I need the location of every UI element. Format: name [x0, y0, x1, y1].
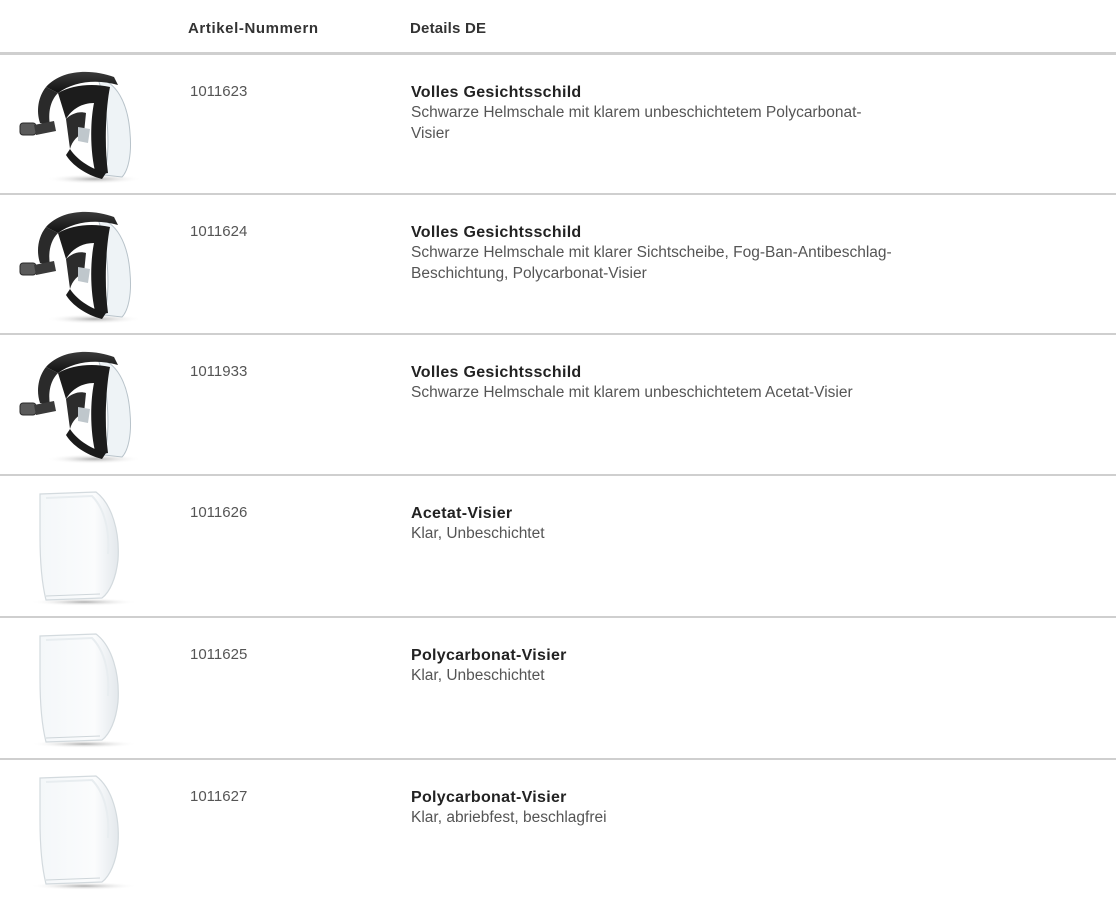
table-row	[0, 760, 1116, 902]
product-title: Polycarbonat-Visier	[411, 647, 567, 664]
clear-visor-image	[6, 626, 146, 750]
product-description: Schwarze Helmschale mit klarer Sichtscheibe, Fog-Ban-Antibeschlag- Beschichtung, Polycarbonat-Visier	[411, 244, 892, 282]
article-number: 1011933	[190, 363, 248, 380]
table-header	[0, 0, 1116, 55]
article-number: 1011625	[190, 646, 248, 663]
product-description: Schwarze Helmschale mit klarem unbeschichtetem Polycarbonat- Visier	[411, 104, 862, 142]
details-cell	[411, 646, 1101, 686]
table-row	[0, 195, 1116, 335]
face-shield-helmet-image	[6, 63, 146, 187]
article-number: 1011627	[190, 788, 248, 805]
column-header-details: Details DE	[410, 20, 487, 37]
details-cell	[411, 788, 1101, 828]
details-cell	[411, 83, 1101, 144]
article-number: 1011623	[190, 83, 248, 100]
product-title: Acetat-Visier	[411, 505, 513, 522]
face-shield-helmet-image	[6, 203, 146, 327]
product-description: Klar, Unbeschichtet	[411, 667, 545, 684]
article-number: 1011624	[190, 223, 248, 240]
product-description: Klar, Unbeschichtet	[411, 525, 545, 542]
details-cell	[411, 363, 1101, 403]
article-number: 1011626	[190, 504, 248, 521]
product-description: Klar, abriebfest, beschlagfrei	[411, 809, 607, 826]
product-title: Volles Gesichtsschild	[411, 364, 582, 381]
product-title: Polycarbonat-Visier	[411, 789, 567, 806]
details-cell	[411, 504, 1101, 544]
product-title: Volles Gesichtsschild	[411, 84, 582, 101]
details-cell	[411, 223, 1101, 284]
table-row	[0, 476, 1116, 618]
table-row	[0, 618, 1116, 760]
clear-visor-image	[6, 768, 146, 892]
clear-visor-image	[6, 484, 146, 608]
product-description: Schwarze Helmschale mit klarem unbeschichtetem Acetat-Visier	[411, 384, 853, 401]
product-title: Volles Gesichtsschild	[411, 224, 582, 241]
column-header-numbers: Artikel-Nummern	[188, 20, 319, 37]
face-shield-helmet-image	[6, 343, 146, 467]
table-row	[0, 335, 1116, 476]
table-row	[0, 55, 1116, 195]
